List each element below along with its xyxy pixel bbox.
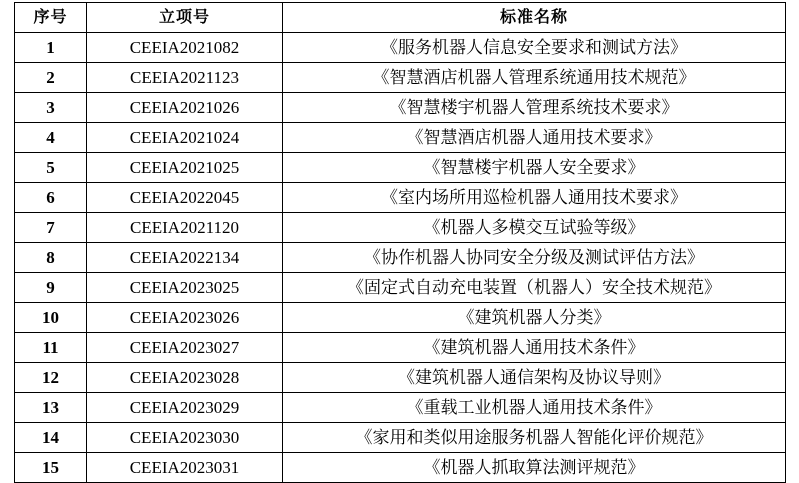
cell-index: 3: [15, 93, 87, 123]
column-header-index: 序号: [15, 3, 87, 33]
cell-index: 13: [15, 393, 87, 423]
table-header: [15, 3, 786, 33]
cell-index: 14: [15, 423, 87, 453]
cell-code: CEEIA2021024: [87, 123, 283, 153]
table-row: [15, 423, 786, 453]
cell-name: 《智慧酒店机器人通用技术要求》: [283, 123, 786, 153]
table-row: [15, 123, 786, 153]
cell-name: 《机器人多模交互试验等级》: [283, 213, 786, 243]
cell-code: CEEIA2023027: [87, 333, 283, 363]
cell-name: 《服务机器人信息安全要求和测试方法》: [283, 33, 786, 63]
cell-name: 《重载工业机器人通用技术条件》: [283, 393, 786, 423]
cell-index: 1: [15, 33, 87, 63]
cell-index: 6: [15, 183, 87, 213]
cell-name: 《智慧酒店机器人管理系统通用技术规范》: [283, 63, 786, 93]
cell-code: CEEIA2023031: [87, 453, 283, 483]
cell-code: CEEIA2021025: [87, 153, 283, 183]
cell-index: 12: [15, 363, 87, 393]
standards-table: [14, 2, 786, 483]
cell-name: 《家用和类似用途服务机器人智能化评价规范》: [283, 423, 786, 453]
table-row: [15, 63, 786, 93]
cell-code: CEEIA2022045: [87, 183, 283, 213]
cell-code: CEEIA2023026: [87, 303, 283, 333]
cell-index: 9: [15, 273, 87, 303]
table-row: [15, 153, 786, 183]
cell-index: 10: [15, 303, 87, 333]
table-row: [15, 303, 786, 333]
table-row: [15, 273, 786, 303]
cell-code: CEEIA2021026: [87, 93, 283, 123]
table-header-row: [15, 3, 786, 33]
table-row: [15, 93, 786, 123]
cell-code: CEEIA2023028: [87, 363, 283, 393]
cell-code: CEEIA2021120: [87, 213, 283, 243]
table-row: [15, 363, 786, 393]
cell-code: CEEIA2023025: [87, 273, 283, 303]
cell-index: 5: [15, 153, 87, 183]
cell-code: CEEIA2021082: [87, 33, 283, 63]
table-row: [15, 183, 786, 213]
cell-code: CEEIA2022134: [87, 243, 283, 273]
cell-code: CEEIA2021123: [87, 63, 283, 93]
column-header-code: 立项号: [87, 3, 283, 33]
table-row: [15, 393, 786, 423]
cell-code: CEEIA2023030: [87, 423, 283, 453]
cell-code: CEEIA2023029: [87, 393, 283, 423]
table-row: [15, 453, 786, 483]
cell-name: 《建筑机器人通信架构及协议导则》: [283, 363, 786, 393]
cell-index: 11: [15, 333, 87, 363]
cell-index: 4: [15, 123, 87, 153]
cell-name: 《室内场所用巡检机器人通用技术要求》: [283, 183, 786, 213]
table-row: [15, 333, 786, 363]
cell-name: 《固定式自动充电装置（机器人）安全技术规范》: [283, 273, 786, 303]
cell-name: 《智慧楼宇机器人安全要求》: [283, 153, 786, 183]
cell-name: 《建筑机器人通用技术条件》: [283, 333, 786, 363]
cell-index: 8: [15, 243, 87, 273]
cell-name: 《建筑机器人分类》: [283, 303, 786, 333]
column-header-name: 标准名称: [283, 3, 786, 33]
cell-name: 《机器人抓取算法测评规范》: [283, 453, 786, 483]
table-row: [15, 33, 786, 63]
cell-index: 2: [15, 63, 87, 93]
table-row: [15, 213, 786, 243]
cell-index: 7: [15, 213, 87, 243]
cell-index: 15: [15, 453, 87, 483]
table-row: [15, 243, 786, 273]
standards-table-container: [0, 2, 799, 477]
cell-name: 《协作机器人协同安全分级及测试评估方法》: [283, 243, 786, 273]
cell-name: 《智慧楼宇机器人管理系统技术要求》: [283, 93, 786, 123]
table-body: [15, 33, 786, 483]
